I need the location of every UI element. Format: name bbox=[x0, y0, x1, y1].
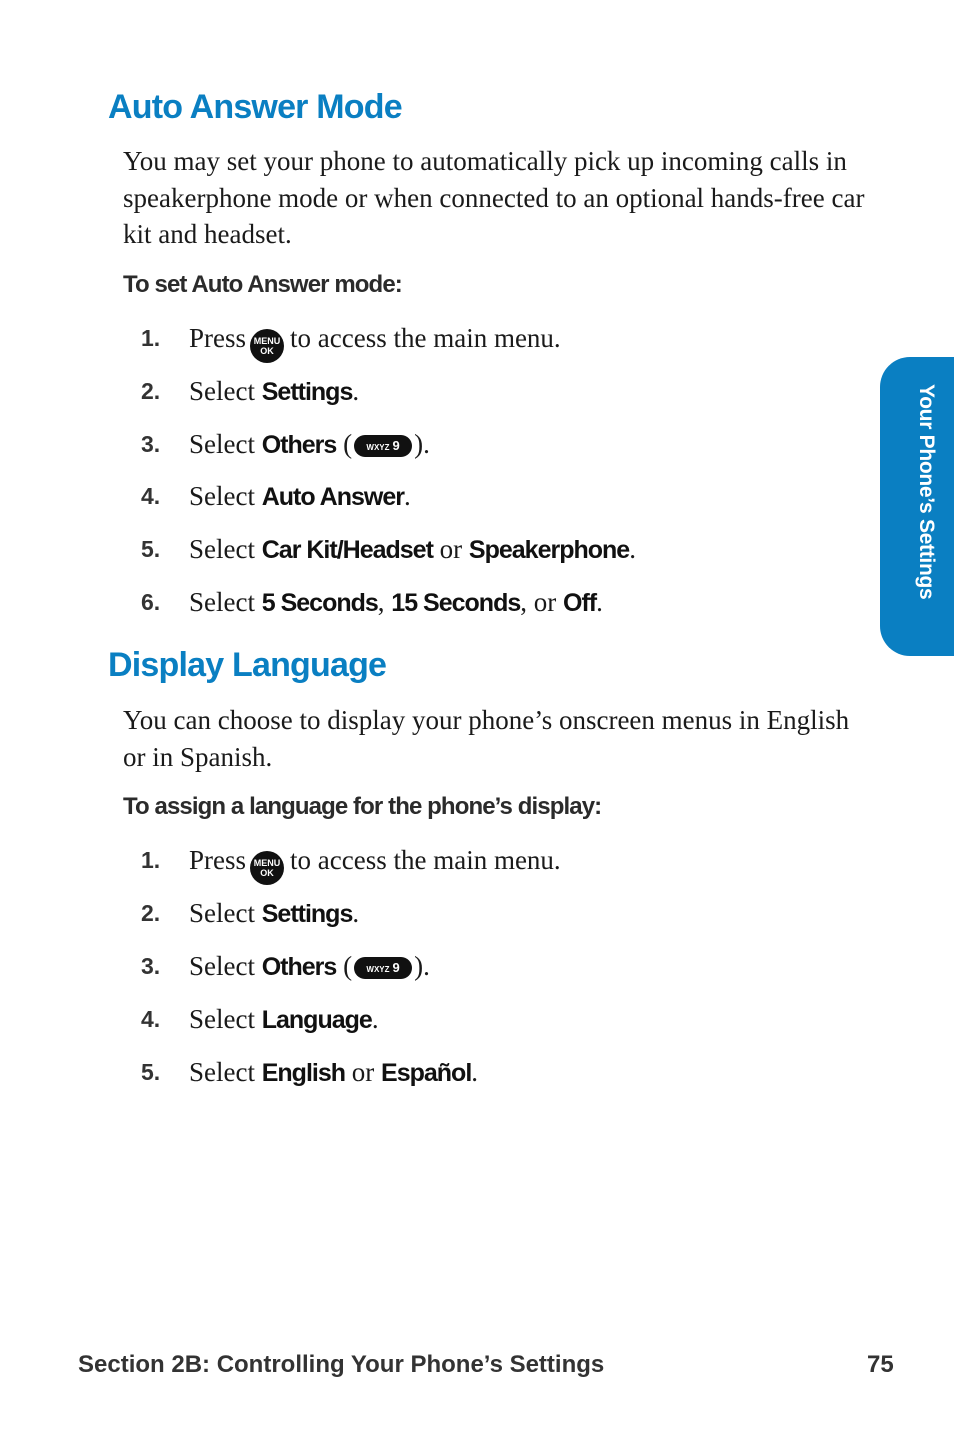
step-text: Select Language. bbox=[189, 1004, 379, 1034]
section-title-auto-answer: Auto Answer Mode bbox=[108, 88, 402, 126]
menu-option-settings: Settings bbox=[261, 900, 353, 928]
step-text: Press MENU OK to access the main menu. bbox=[189, 840, 561, 885]
subheading-display-language: To assign a language for the phone’s display: bbox=[123, 793, 602, 820]
menu-option-espanol: Español bbox=[381, 1059, 472, 1087]
step-number: 1. bbox=[141, 325, 161, 351]
section-paragraph-auto-answer: You may set your phone to automatically pick up incoming calls in speakerphone mode or when connected to an optional hands-free car kit and headset. bbox=[123, 146, 865, 249]
menu-option-5-seconds: 5 Seconds bbox=[261, 589, 378, 617]
step-text: Select Settings. bbox=[189, 898, 360, 928]
menu-option-off: Off bbox=[563, 589, 597, 617]
menu-option-language: Language bbox=[261, 1006, 372, 1034]
step-number: 6. bbox=[141, 589, 161, 615]
step-number: 5. bbox=[141, 536, 161, 562]
step-number: 5. bbox=[141, 1059, 161, 1085]
step-number: 4. bbox=[141, 483, 161, 509]
step-text: Select Car Kit/Headset or Speakerphone. bbox=[189, 534, 636, 564]
menu-option-others: Others bbox=[261, 953, 337, 981]
section-paragraph-display-language: You can choose to display your phone’s onscreen menus in English or in Spanish. bbox=[123, 705, 850, 772]
menu-option-car-kit: Car Kit/Headset bbox=[261, 536, 433, 564]
side-section-tab-label: Your Phone’s Settings bbox=[915, 384, 938, 600]
menu-option-speakerphone: Speakerphone bbox=[468, 536, 630, 564]
step-text: Select Others ( WXYZ 9 ). bbox=[189, 951, 430, 981]
menu-ok-key-icon: MENU OK bbox=[250, 329, 284, 363]
section-title-display-language: Display Language bbox=[108, 646, 387, 684]
step-text: Select Auto Answer. bbox=[189, 481, 411, 511]
footer-page-number: 75 bbox=[867, 1351, 894, 1378]
menu-option-settings: Settings bbox=[261, 378, 353, 406]
step-number: 3. bbox=[141, 953, 161, 979]
step-number: 4. bbox=[141, 1006, 161, 1032]
key-9-wxyz-icon: WXYZ 9 bbox=[354, 435, 412, 457]
step-text: Select English or Español. bbox=[189, 1057, 479, 1087]
subheading-auto-answer: To set Auto Answer mode: bbox=[123, 271, 402, 298]
menu-option-english: English bbox=[261, 1059, 346, 1087]
key-9-wxyz-icon: WXYZ 9 bbox=[354, 957, 412, 979]
step-number: 2. bbox=[141, 900, 161, 926]
step-text: Select 5 Seconds, 15 Seconds, or Off. bbox=[189, 587, 603, 617]
menu-option-15-seconds: 15 Seconds bbox=[391, 589, 521, 617]
menu-option-auto-answer: Auto Answer bbox=[261, 483, 404, 511]
step-number: 1. bbox=[141, 847, 161, 873]
menu-ok-key-icon: MENU OK bbox=[250, 851, 284, 885]
menu-option-others: Others bbox=[261, 431, 337, 459]
step-text: Select Settings. bbox=[189, 376, 360, 406]
step-text: Press MENU OK to access the main menu. bbox=[189, 318, 561, 363]
step-text: Select Others ( WXYZ 9 ). bbox=[189, 429, 430, 459]
step-number: 2. bbox=[141, 378, 161, 404]
step-number: 3. bbox=[141, 431, 161, 457]
footer-section-title: Section 2B: Controlling Your Phone’s Settings bbox=[78, 1351, 605, 1378]
